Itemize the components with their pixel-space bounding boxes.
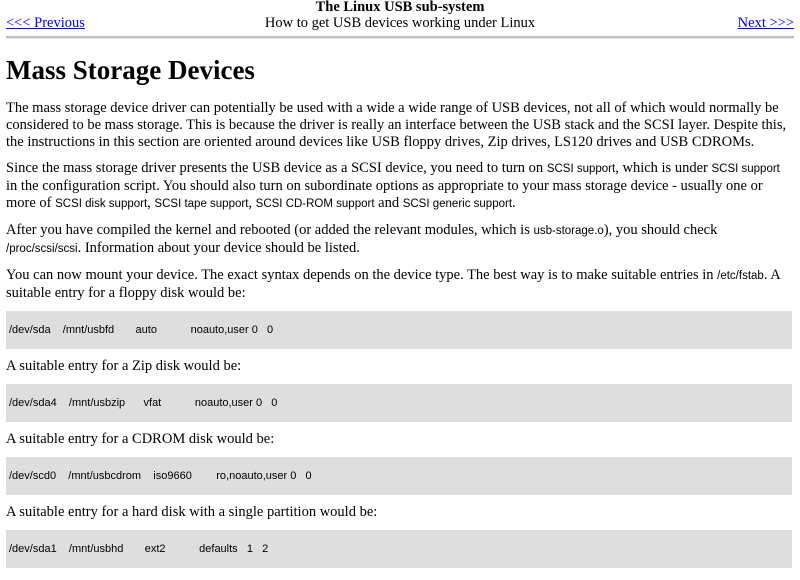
fstab-entry-hd — [6, 530, 792, 568]
config-option: SCSI support — [546, 163, 616, 175]
code-text: /dev/sda4 /mnt/usbzip vfat noauto,user 0 0 — [9, 397, 278, 409]
config-option: SCSI support — [711, 163, 780, 175]
text: After you have compiled the kernel and rebooted (or added the relevant modules, which is — [6, 222, 534, 238]
text: . A suitable entry for a floppy disk would be: — [6, 267, 780, 301]
navigation-header — [0, 0, 800, 34]
text: , — [248, 195, 256, 211]
fstab-entry-floppy — [6, 311, 792, 349]
text: in the configuration script. You should also turn on subordinate options as appropriate to your mass storage device - usually one or more of — [6, 178, 763, 211]
previous-link[interactable]: <<< Previous — [6, 15, 85, 31]
main-content — [6, 100, 792, 577]
text: Since the mass storage driver presents the USB device as a SCSI device, you need to turn on — [6, 160, 547, 176]
page-title: Mass Storage Devices — [6, 55, 255, 85]
fstab-entry-cdrom — [6, 457, 792, 495]
mount-paragraph — [6, 267, 792, 302]
text: and — [374, 195, 403, 211]
fstab-entry-zip — [6, 384, 792, 422]
text: , — [147, 195, 155, 211]
zip-intro: A suitable entry for a Zip disk would be: — [6, 358, 242, 374]
book-subtitle: How to get USB devices working under Linux — [264, 15, 536, 31]
code-text: /dev/scd0 /mnt/usbcdrom iso9660 ro,noauto,user 0 0 — [9, 470, 312, 482]
cdrom-intro: A suitable entry for a CDROM disk would be: — [6, 431, 275, 447]
config-option: SCSI generic support — [402, 198, 513, 210]
file-path: /etc/fstab — [717, 270, 764, 282]
text: ), you should check — [603, 222, 718, 238]
hd-intro: A suitable entry for a hard disk with a single partition would be: — [6, 504, 378, 520]
code-text: /dev/sda1 /mnt/usbhd ext2 defaults 1 2 — [9, 543, 269, 555]
module-name: usb-storage.o — [533, 225, 604, 237]
intro-paragraph: The mass storage device driver can potentially be used with a wide a wide range of USB devices, not all of which would normally be considered to be mass storage. This is because the driver is really an interface between the USB stack and the SCSI layer. Despite this, the instructions in this section are oriented around devices like USB floppy drives, Zip drives, LS120 drives and USB CDROMs. — [6, 100, 787, 150]
text: . Information about your device should be listed. — [77, 240, 360, 256]
text: , which is under — [615, 160, 712, 176]
config-paragraph — [6, 160, 792, 213]
file-path: /proc/scsi/scsi — [6, 243, 78, 255]
book-title: The Linux USB sub-system — [315, 0, 485, 15]
verify-paragraph — [6, 222, 792, 258]
code-text: /dev/sda /mnt/usbfd auto noauto,user 0 0 — [9, 324, 274, 336]
text: . — [512, 195, 516, 211]
next-link[interactable]: Next >>> — [737, 15, 794, 31]
header-divider — [6, 36, 794, 39]
config-option: SCSI disk support — [55, 198, 148, 210]
config-option: SCSI CD-ROM support — [255, 198, 375, 210]
text: You can now mount your device. The exact syntax depends on the device type. The best way is to make suitable entries in — [6, 267, 718, 283]
config-option: SCSI tape support — [154, 198, 249, 210]
